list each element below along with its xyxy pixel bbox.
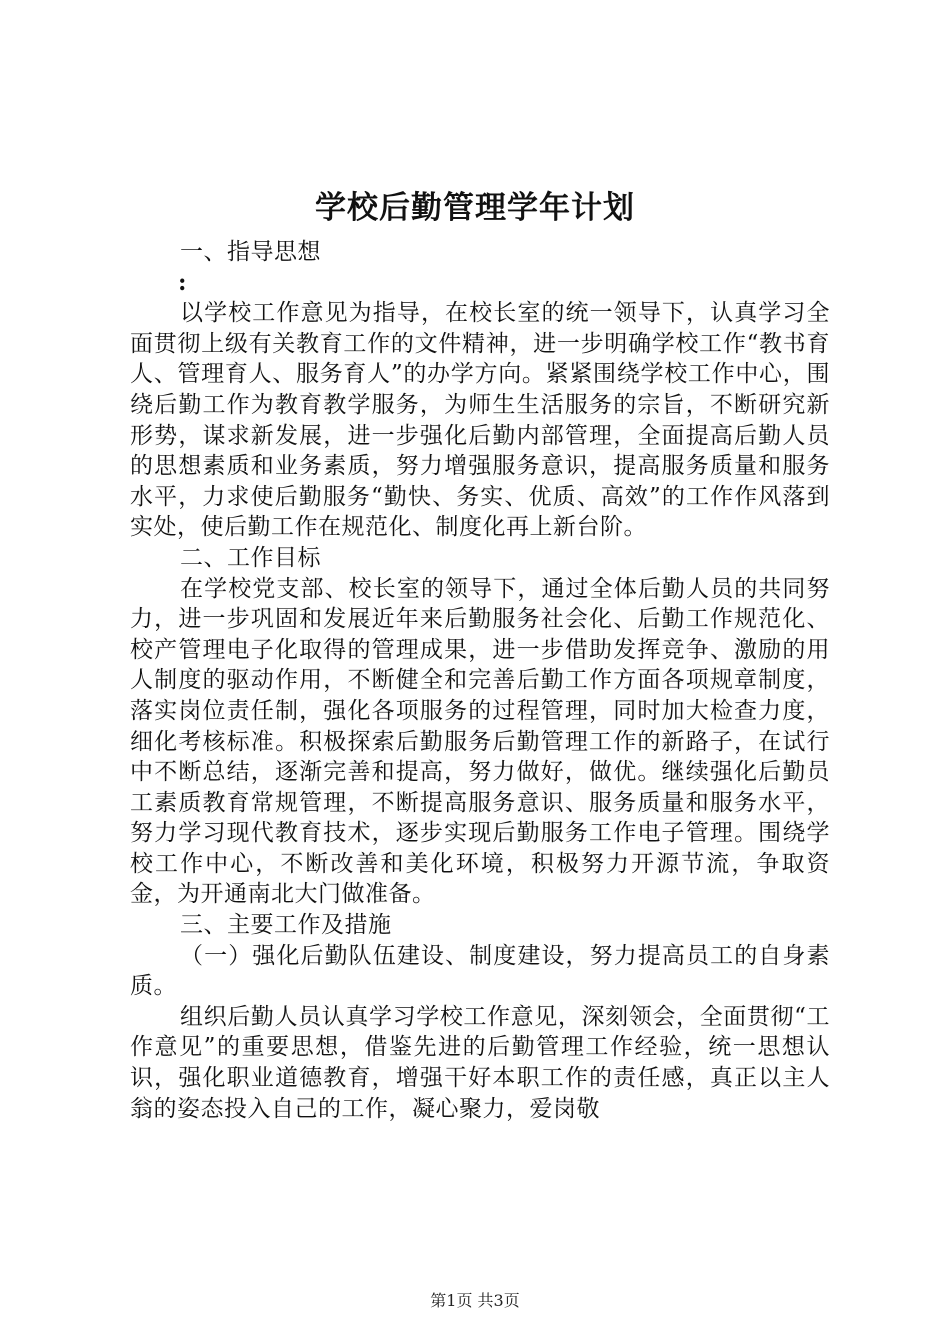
section-heading-guiding-ideology: 一、指导思想: [180, 239, 321, 265]
document-body: [130, 237, 830, 1124]
paragraph-guiding-ideology: 以学校工作意见为指导，在校长室的统一领导下，认真学习全面贯彻上级有关教育工作的文件精神，进一步明确学校工作“教书育人、管理育人、服务育人”的办学方向。紧紧围绕学校工作中心，围绕后勤工作为教育教学服务，为师生生活服务的宗旨，不断研究新形势，谋求新发展，进一步强化后勤内部管理，全面提高后勤人员的思想素质和业务素质，努力增强服务意识，提高服务质量和服务水平，力求使后勤服务“勤快、务实、优质、高效”的工作作风落到实处，使后勤工作在规范化、制度化再上新台阶。: [130, 300, 830, 541]
subsection-heading-team-building: （一）强化后勤队伍建设、制度建设，努力提高员工的自身素质。: [130, 942, 830, 1000]
document-title: 学校后勤管理学年计划: [315, 190, 635, 226]
paragraph-work-goals: 在学校党支部、校长室的领导下，通过全体后勤人员的共同努力，进一步巩固和发展近年来后勤服务社会化、后勤工作规范化、校产管理电子化取得的管理成果，进一步借助发挥竞争、激励的用人制度的驱动作用，不断健全和完善后勤工作方面各项规章制度，落实岗位责任制，强化各项服务的过程管理，同时加大检查力度，细化考核标准。积极探索后勤服务后勤管理工作的新路子，在试行中不断总结，逐渐完善和提高，努力做好，做优。继续强化后勤员工素质教育常规管理，不断提高服务意识、服务质量和服务水平，努力学习现代教育技术，逐步实现后勤服务工作电子管理。围绕学校工作中心，不断改善和美化环境，积极努力开源节流，争取资金，为开通南北大门做准备。: [130, 575, 830, 908]
page-number-footer: 第1页 共3页: [430, 1291, 520, 1310]
section-heading-main-work: 三、主要工作及措施: [180, 912, 392, 939]
section-heading-work-goals: 二、工作目标: [180, 544, 321, 571]
paragraph-team-building: 组织后勤人员认真学习学校工作意见，深刻领会，全面贯彻“工作意见”的重要思想，借鉴先进的后勤管理工作经验，统一思想认识，强化职业道德教育，增强干好本职工作的责任感，真正以主人翁的姿态投入自己的工作，凝心聚力，爱岗敬: [130, 1003, 830, 1122]
colon-mark: :: [178, 268, 187, 296]
